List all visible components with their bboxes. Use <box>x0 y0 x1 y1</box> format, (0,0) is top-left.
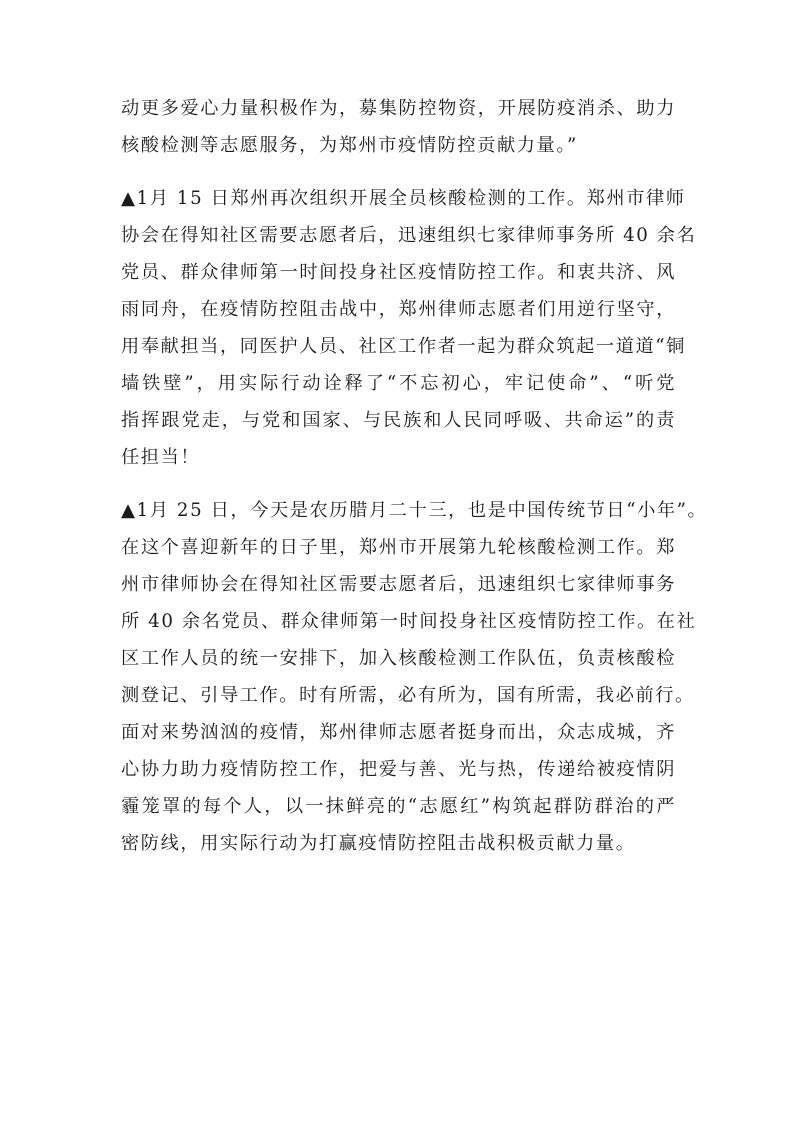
text-line: 任担当！ <box>121 447 201 468</box>
text-line: 党员、群众律师第一时间投身社区疫情防控工作。和衷共济、风 <box>121 262 676 283</box>
text-line: 协会在得知社区需要志愿者后，迅速组织七家律师事务所 40 余名 <box>121 225 697 246</box>
text-line: 心协力助力疫情防控工作，把爱与善、光与热，传递给被疫情阴 <box>121 759 676 780</box>
document-body <box>121 90 708 862</box>
text-line: 所 40 余名党员、群众律师第一时间投身社区疫情防控工作。在社 <box>121 611 697 632</box>
text-line: 指挥跟党走，与党和国家、与民族和人民同呼吸、共命运”的责 <box>121 410 676 431</box>
text-line: 面对来势汹汹的疫情，郑州律师志愿者挺身而出，众志成城，齐 <box>121 722 676 743</box>
text-line: 墙铁壁”，用实际行动诠释了“不忘初心，牢记使命”、“听党 <box>121 373 676 394</box>
text-line: 密防线，用实际行动为打赢疫情防控阻击战积极贡献力量。 <box>121 833 636 854</box>
text-line: ▲1月 15 日郑州再次组织开展全员核酸检测的工作。郑州市律师 <box>121 188 686 209</box>
text-line: 核酸检测等志愿服务，为郑州市疫情防控贡献力量。” <box>121 135 578 156</box>
text-line: 动更多爱心力量积极作为，募集防控物资，开展防疫消杀、助力 <box>121 98 676 119</box>
text-line: ▲1月 25 日，今天是农历腊月二十三，也是中国传统节日“小年”。 <box>121 500 708 521</box>
paragraph-1 <box>121 90 676 164</box>
text-line: 测登记、引导工作。时有所需，必有所为，国有所需，我必前行。 <box>121 685 695 706</box>
text-line: 州市律师协会在得知社区需要志愿者后，迅速组织七家律师事务 <box>121 574 676 595</box>
text-line: 用奉献担当，同医护人员、社区工作者一起为群众筑起一道道“铜 <box>121 336 686 357</box>
text-line: 在这个喜迎新年的日子里，郑州市开展第九轮核酸检测工作。郑 <box>121 537 676 558</box>
paragraph-2 <box>121 180 697 476</box>
text-line: 区工作人员的统一安排下，加入核酸检测工作队伍，负责核酸检 <box>121 648 676 669</box>
paragraph-3 <box>121 492 708 862</box>
text-line: 雨同舟，在疫情防控阻击战中，郑州律师志愿者们用逆行坚守， <box>121 299 676 320</box>
text-line: 霾笼罩的每个人，以一抹鲜亮的“志愿红”构筑起群防群治的严 <box>121 796 676 817</box>
